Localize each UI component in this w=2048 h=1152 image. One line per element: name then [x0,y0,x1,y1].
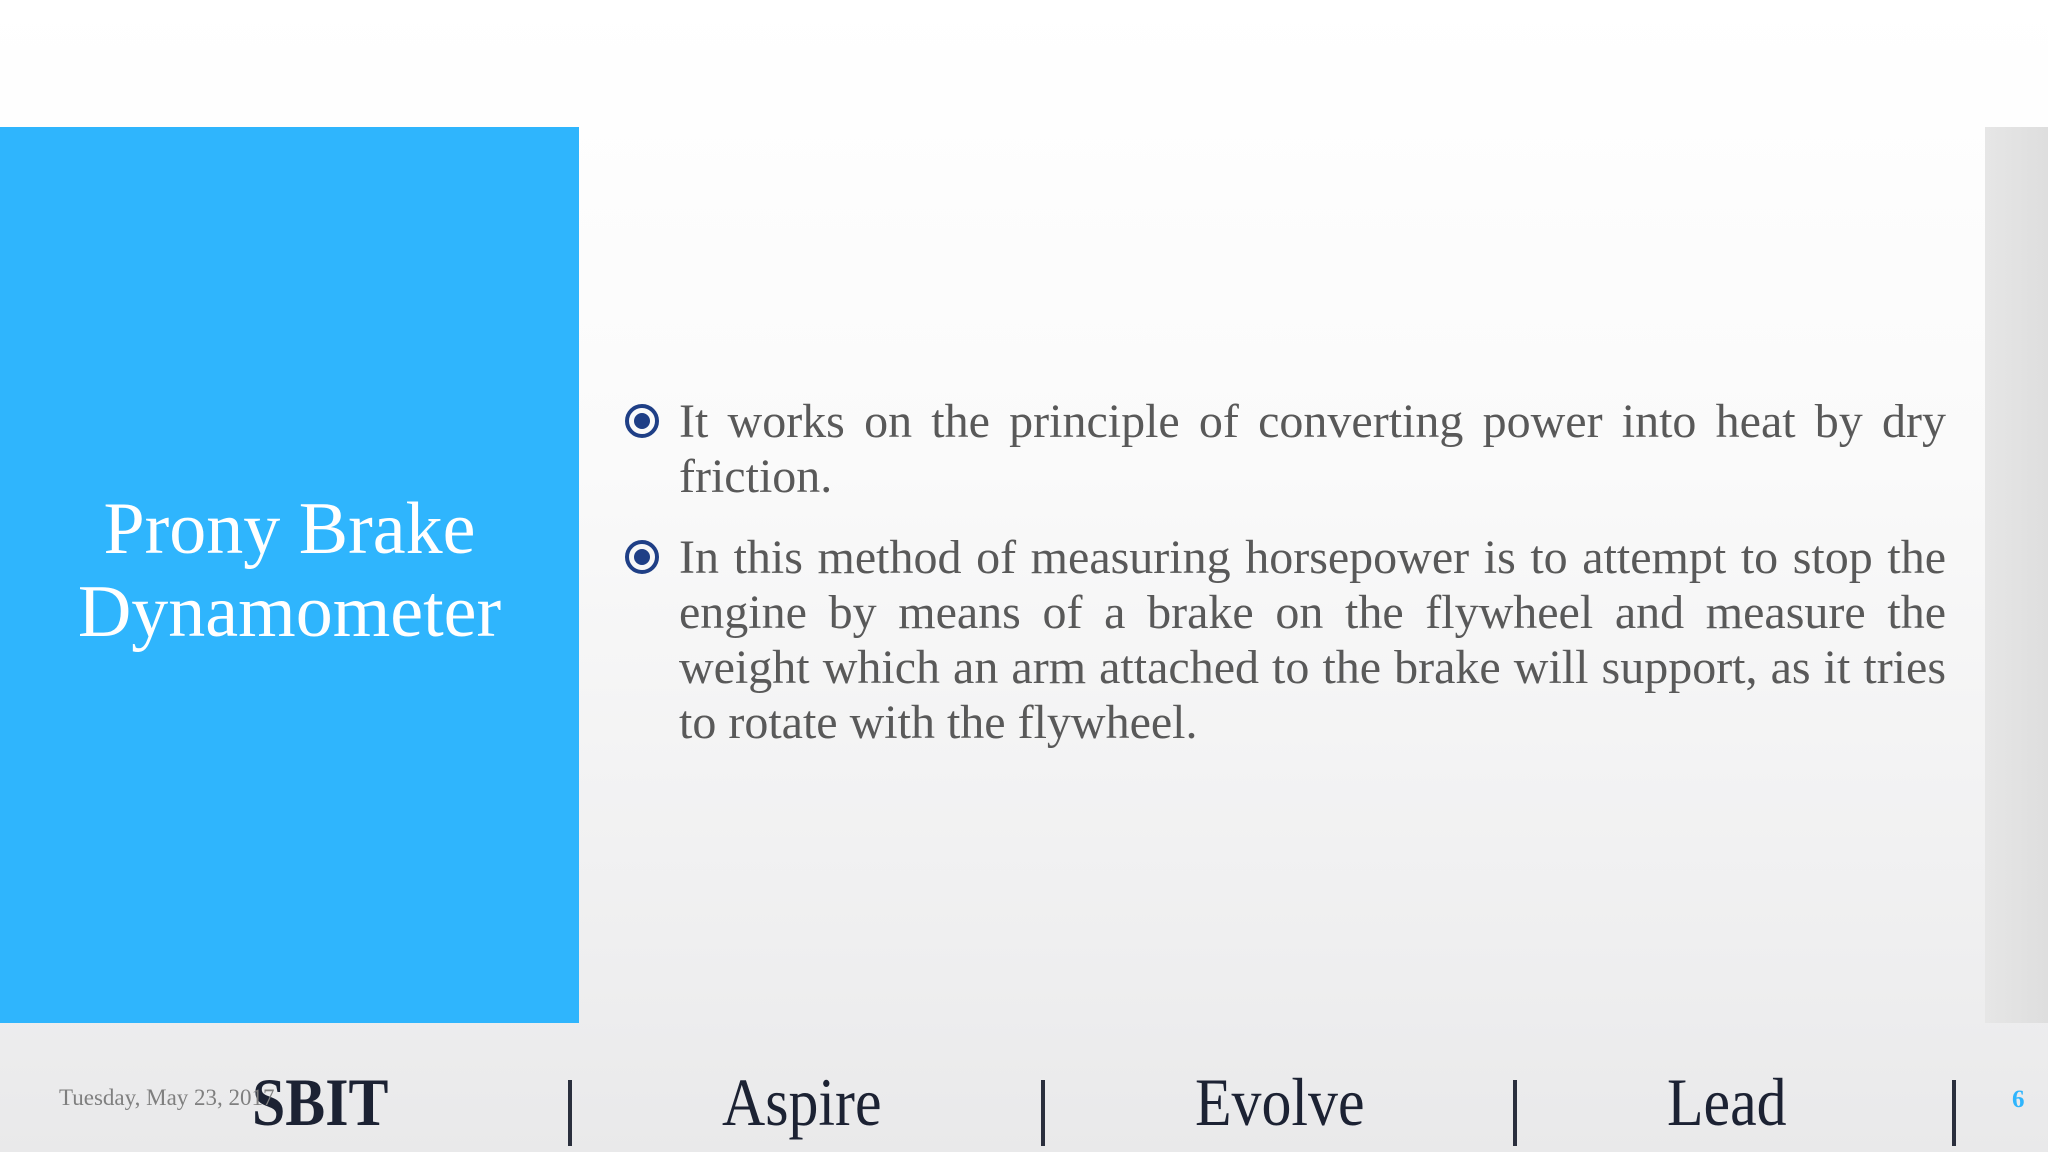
brand-word-aspire: Aspire [722,1064,882,1140]
radio-bullet-icon [624,539,660,575]
slide-number: 6 [2012,1086,2025,1113]
bullet-text: In this method of measuring horsepower is to attempt to stop the engine by means of a brake on the flywheel and measure the weight which an arm attached to the brake will support, as it tries to rotate with the flywheel. [679,531,1946,749]
bullet-item [622,530,1946,750]
brand-separator [1041,1080,1045,1146]
radio-bullet-icon [624,403,660,439]
brand-sbit-logo: SBIT [252,1064,389,1140]
brand-word-lead: Lead [1667,1064,1787,1140]
brand-separator [1952,1080,1956,1146]
footer-date: Tuesday, May 23, 2017 [59,1085,275,1110]
brand-separator [568,1080,572,1146]
bullet-item [622,394,1946,504]
slide-title [30,488,550,654]
brand-word-evolve: Evolve [1195,1064,1365,1140]
bullet-list [622,394,1946,776]
title-panel [0,127,579,1023]
slide-title-line-1: Prony Brake [103,488,476,570]
brand-separator [1513,1080,1517,1146]
right-side-strip [1985,127,2048,1023]
slide-title-line-2: Dynamometer [77,571,502,653]
bullet-text: It works on the principle of converting power into heat by dry friction. [679,395,1946,503]
